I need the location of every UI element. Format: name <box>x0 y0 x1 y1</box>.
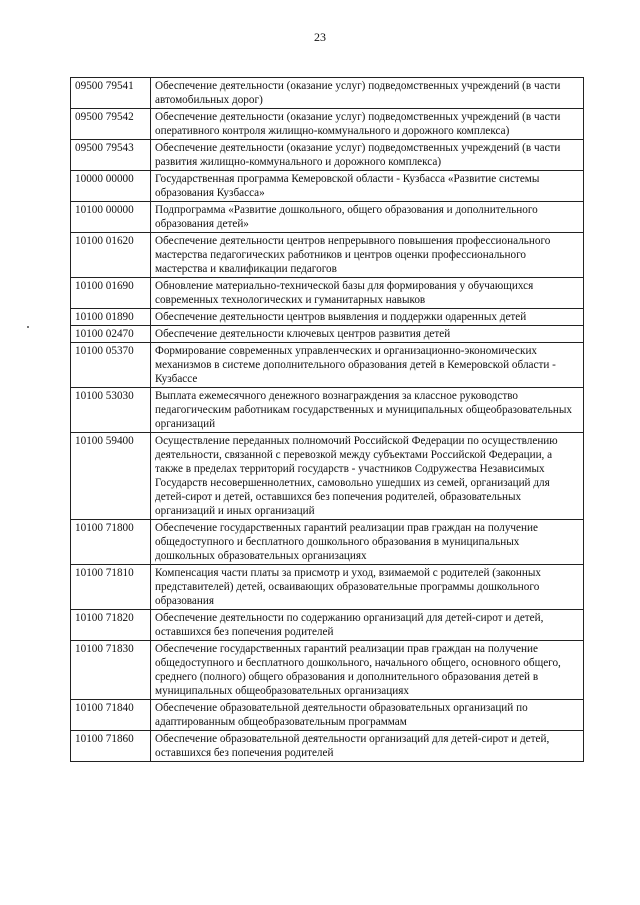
row-description: Подпрограмма «Развитие дошкольного, общего образования и дополнительного образования детей» <box>151 202 584 233</box>
row-code: 09500 79543 <box>71 140 151 171</box>
row-code: 10100 53030 <box>71 388 151 433</box>
table-row <box>71 171 584 202</box>
table-row <box>71 309 584 326</box>
table-row <box>71 641 584 700</box>
row-description: Обеспечение деятельности центров непрерывного повышения профессионального мастерства педагогических работников и центров оценки профессионального мастерства и квалификации педагогов <box>151 233 584 278</box>
row-description: Обеспечение государственных гарантий реализации прав граждан на получение общедоступного и бесплатного дошкольного образования в муниципальных дошкольных образовательных организациях <box>151 520 584 565</box>
row-description: Обеспечение деятельности центров выявления и поддержки одаренных детей <box>151 309 584 326</box>
table-row <box>71 731 584 762</box>
row-code: 10100 01620 <box>71 233 151 278</box>
table-row <box>71 140 584 171</box>
row-description: Осуществление переданных полномочий Российской Федерации по осуществлению деятельности, связанной с перевозкой между субъектами Российской Федерации, а также в пределах территорий государств - участников Содружества Независимых Государств несовершеннолетних, самовольно ушедших из семей, организаций для детей-сирот и детей, оставшихся без попечения родителей, образовательных организаций и иных организаций <box>151 433 584 520</box>
table-row <box>71 565 584 610</box>
table-row <box>71 433 584 520</box>
row-code: 10100 71830 <box>71 641 151 700</box>
row-description: Выплата ежемесячного денежного вознаграждения за классное руководство педагогическим работникам государственных и муниципальных общеобразовательных организаций <box>151 388 584 433</box>
table-row <box>71 388 584 433</box>
row-code: 09500 79541 <box>71 78 151 109</box>
table-row <box>71 78 584 109</box>
row-code: 10100 05370 <box>71 343 151 388</box>
table-row <box>71 610 584 641</box>
table-row <box>71 233 584 278</box>
row-code: 10100 00000 <box>71 202 151 233</box>
row-description: Обеспечение деятельности (оказание услуг) подведомственных учреждений (в части оперативного контроля жилищно-коммунального и дорожного комплекса) <box>151 109 584 140</box>
page-number: 23 <box>314 30 326 44</box>
row-description: Обеспечение образовательной деятельности организаций для детей-сирот и детей, оставшихся без попечения родителей <box>151 731 584 762</box>
table-body <box>71 78 584 762</box>
table-row <box>71 700 584 731</box>
row-code: 10100 71860 <box>71 731 151 762</box>
table-row <box>71 109 584 140</box>
row-code: 10100 59400 <box>71 433 151 520</box>
row-description: Обеспечение образовательной деятельности образовательных организаций по адаптированным общеобразовательным программам <box>151 700 584 731</box>
table-row <box>71 202 584 233</box>
row-code: 10000 00000 <box>71 171 151 202</box>
row-description: Формирование современных управленческих и организационно-экономических механизмов в системе дополнительного образования детей в Кемеровской области - Кузбассе <box>151 343 584 388</box>
row-description: Обеспечение государственных гарантий реализации прав граждан на получение общедоступного и бесплатного дошкольного, начального общего, основного общего, среднего (полного) общего образования и дополнительного образования детей в муниципальных общеобразовательных организациях <box>151 641 584 700</box>
row-code: 10100 71800 <box>71 520 151 565</box>
row-code: 10100 01890 <box>71 309 151 326</box>
row-code: 10100 02470 <box>71 326 151 343</box>
row-description: Обеспечение деятельности (оказание услуг) подведомственных учреждений (в части автомобильных дорог) <box>151 78 584 109</box>
row-code: 09500 79542 <box>71 109 151 140</box>
row-code: 10100 71840 <box>71 700 151 731</box>
row-code: 10100 01690 <box>71 278 151 309</box>
row-description: Государственная программа Кемеровской области - Кузбасса «Развитие системы образования Кузбасса» <box>151 171 584 202</box>
row-description: Обеспечение деятельности по содержанию организаций для детей-сирот и детей, оставшихся без попечения родителей <box>151 610 584 641</box>
table-row <box>71 520 584 565</box>
row-code: 10100 71820 <box>71 610 151 641</box>
margin-mark <box>27 326 29 328</box>
row-description: Обеспечение деятельности ключевых центров развития детей <box>151 326 584 343</box>
row-description: Обновление материально-технической базы для формирования у обучающихся современных технологических и гуманитарных навыков <box>151 278 584 309</box>
row-description: Компенсация части платы за присмотр и уход, взимаемой с родителей (законных представителей) детей, осваивающих образовательные программы дошкольного образования <box>151 565 584 610</box>
row-description: Обеспечение деятельности (оказание услуг) подведомственных учреждений (в части развития жилищно-коммунального и дорожного комплекса) <box>151 140 584 171</box>
budget-codes-table <box>70 77 584 762</box>
table-row <box>71 326 584 343</box>
table-row <box>71 343 584 388</box>
row-code: 10100 71810 <box>71 565 151 610</box>
table-row <box>71 278 584 309</box>
